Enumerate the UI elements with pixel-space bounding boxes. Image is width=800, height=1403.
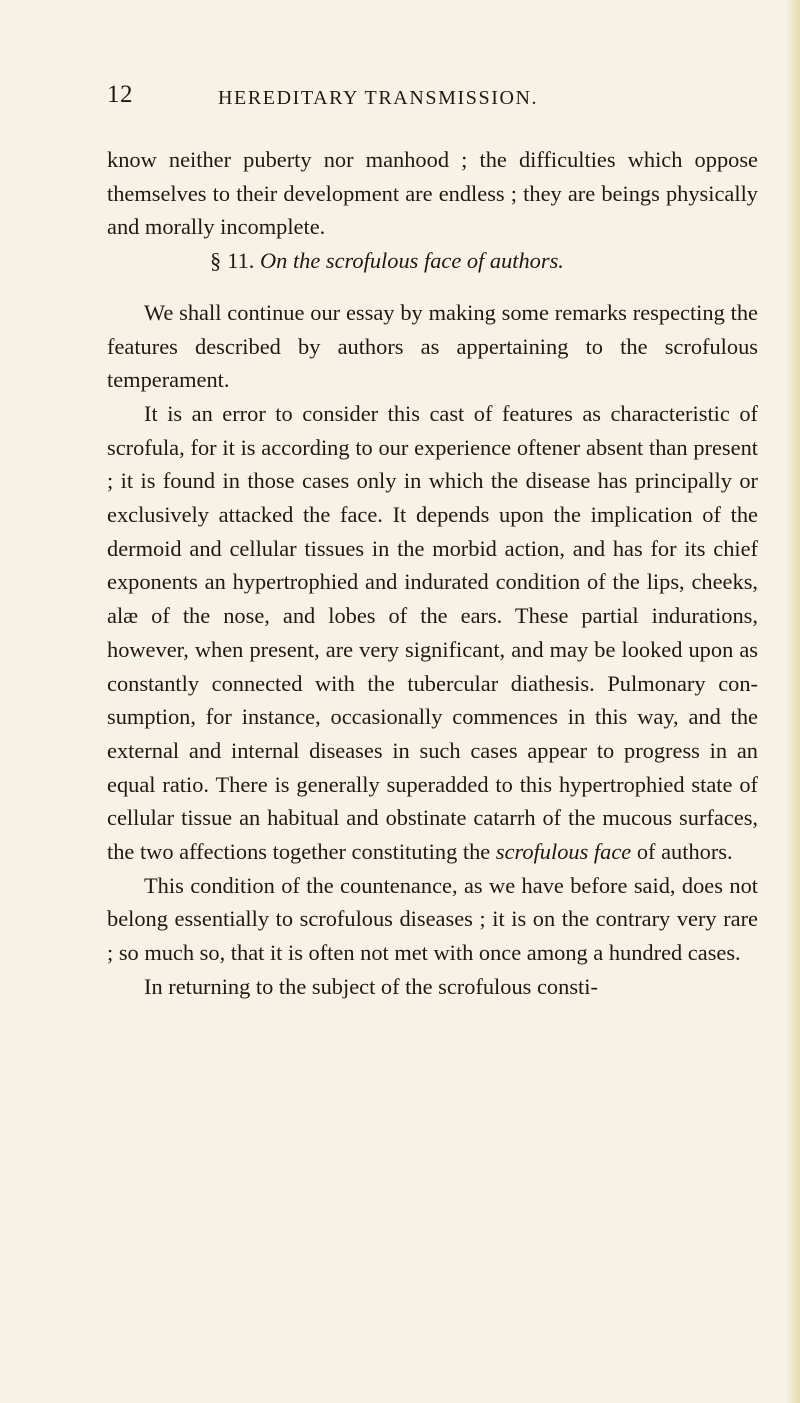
paragraph-returning-subject: In returning to the subject of the scrofulous consti-	[144, 973, 598, 999]
paragraph-characteristic-features-text: It is an error to consider this cast of features as characteristic of scrofula, for it is according to our experience oftener absent than present ; it is found in those cases only in which the disease has principally or exclusively attacked the face. It depends upon the implication of the dermoid and cellular tissues in the morbid action, and has for its chief exponents an hypertrophied and indurated condition of the lips, cheeks, alæ of the nose, and lobes of the ears. These partial indurations, however, when present, are very significant, and may be looked upon as constantly connected with the tubercular diathesis. Pulmonary consumption, for instance, occasionally commences in this way, and the external and internal diseases in such cases appear to progress in an equal ratio. There is generally superadded to this hypertrophied state of cellular tissue an habitual and obstinate catarrh of the mucous surfaces, the two affections together constituting the	[107, 400, 758, 865]
opening-paragraph: know neither puberty nor manhood ; the difficulties which oppose themselves to their development are endless ; they are beings physically and morally incomplete.	[107, 147, 758, 240]
section-number: 11.	[227, 248, 255, 274]
running-head	[107, 80, 757, 120]
section-heading	[107, 244, 758, 278]
paragraph-characteristic-features	[107, 397, 758, 869]
paragraph-essay-remarks: We shall continue our essay by making some remarks respecting the features described by authors as appertaining to the scrofulous temperament.	[107, 299, 758, 393]
running-head-title: HEREDITARY TRANSMISSION.	[218, 87, 539, 109]
page-edge-shading	[786, 0, 800, 1403]
section-symbol: §	[210, 248, 222, 274]
page-number: 12	[107, 81, 133, 108]
body-text	[107, 143, 758, 1004]
section-title: On the scrofulous face of authors.	[259, 248, 564, 274]
paragraph-countenance-rarity: This condition of the countenance, as we have before said, does not belong essentially to scrofulous diseases ; it is on the contrary very rare ; so much so, that it is often not met with once among a hundred cases.	[107, 872, 758, 966]
paragraph-characteristic-features-end: of authors.	[636, 839, 733, 865]
emphasis-scrofulous-face: scrofulous face	[495, 839, 632, 865]
